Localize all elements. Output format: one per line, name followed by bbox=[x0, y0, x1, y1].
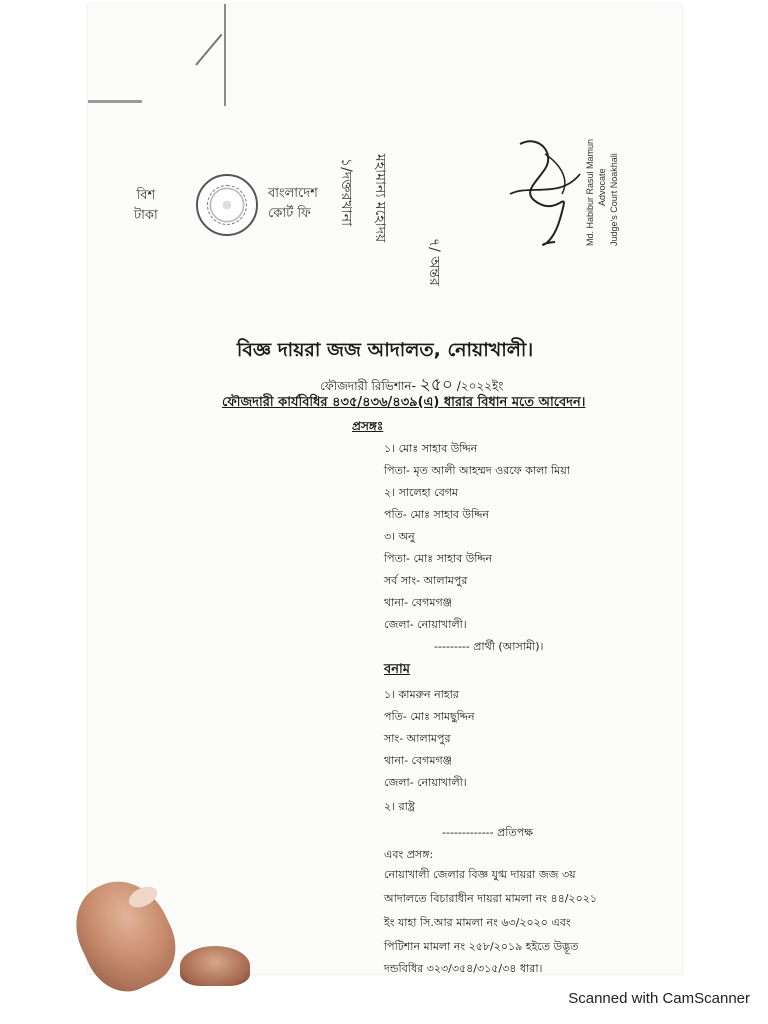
court-fee-seal-icon bbox=[196, 174, 258, 236]
context-heading: প্রসঙ্গঃ bbox=[352, 419, 384, 433]
paper-fold-edge bbox=[88, 100, 142, 103]
paper-fold-corner bbox=[195, 34, 222, 66]
advocate-signature-icon bbox=[500, 124, 590, 254]
reference-line: আদালতে বিচারাধীন দায়রা মামলা নং ৪৪/২০২১ bbox=[384, 892, 598, 905]
advocate-stamp bbox=[584, 139, 620, 246]
petitioner-line: পতি- মোঃ সাহাব উদ্দিন bbox=[384, 508, 489, 521]
case-label: ফৌজদারী রিভিশান- bbox=[320, 379, 416, 393]
case-year: /২০২২ইং bbox=[456, 379, 504, 393]
petitioner-line: পিতা- মোঃ সাহাব উদ্দিন bbox=[384, 552, 493, 565]
stamp-country-line2: কোর্ট ফি bbox=[268, 206, 311, 221]
petitioner-line: পিতা- মৃত আলী আহম্মদ ওরফে কালা মিয়া bbox=[384, 464, 570, 477]
reference-line: পিটিশান মামলা নং ২৫৮/২০১৯ হইতে উদ্ভূত bbox=[384, 940, 579, 953]
application-subtitle: ফৌজদারী কার্যবিধির ৪৩৫/৪৩৬/৪৩৯(এ) ধারার বিধান মতে আবেদন। bbox=[222, 395, 586, 410]
reference-line: দন্ডবিধির ৩২৩/৩৫৪/৩১৫/৩৪ ধারা। bbox=[384, 962, 543, 975]
respondent-line: জেলা- নোয়াখালী। bbox=[384, 776, 467, 789]
stamp-amount-line1: বিশ bbox=[136, 188, 156, 203]
handwritten-note-3: ৭/ অন্তর bbox=[426, 238, 442, 286]
case-number: ২৫০ bbox=[419, 375, 453, 395]
versus-heading: বনাম bbox=[384, 662, 410, 677]
reference-line: ইং যাহা সি.আর মামলা নং ৬৩/২০২০ এবং bbox=[384, 916, 571, 929]
handwritten-note-1: ১/দক্তরখানা bbox=[338, 158, 354, 227]
respondent-line: ২। রাষ্ট্র bbox=[384, 800, 415, 813]
stamp-country bbox=[268, 184, 318, 224]
respondent-role: ------------- প্রতিপক্ষ bbox=[442, 826, 534, 839]
petitioner-line: সর্ব সাং- আলামপুর bbox=[384, 574, 468, 587]
respondent-line: ১। কামরুন নাহার bbox=[384, 688, 459, 701]
paper-fold-line bbox=[224, 4, 226, 106]
petitioner-line: জেলা- নোয়াখালী। bbox=[384, 618, 467, 631]
respondent-line: সাং- আলামপুর bbox=[384, 732, 451, 745]
petitioner-role: --------- প্রার্থী (আসামী)। bbox=[434, 640, 544, 653]
petitioner-line: ২। সালেহা বেগম bbox=[384, 486, 459, 499]
advocate-name: Md. Habibur Rasul Mamun bbox=[585, 138, 595, 246]
respondent-line: থানা- বেগমগঞ্জ bbox=[384, 754, 453, 767]
document-title: বিজ্ঞ দায়রা জজ আদালত, নোয়াখালী। bbox=[236, 339, 534, 361]
stamp-amount-line2: টাকা bbox=[134, 208, 158, 223]
stamp-amount bbox=[134, 186, 158, 226]
petitioner-line: ৩। অনু bbox=[384, 530, 415, 543]
petitioner-line: ১। মোঃ সাহাব উদ্দিন bbox=[384, 442, 478, 455]
scanner-watermark: Scanned with CamScanner bbox=[568, 990, 750, 1007]
advocate-role: Advocate bbox=[597, 168, 607, 206]
reference-line: নোয়াখালী জেলার বিজ্ঞ যুগ্ম দায়রা জজ ৩য় bbox=[384, 868, 576, 881]
and-context-heading: এবং প্রসঙ্গ: bbox=[384, 848, 434, 861]
advocate-court: Judge's Court Noakhali bbox=[609, 153, 619, 246]
petitioner-line: থানা- বেগমগঞ্জ bbox=[384, 596, 453, 609]
finger-photo bbox=[180, 946, 250, 986]
respondent-line: পতি- মোঃ সামছুদ্দিন bbox=[384, 710, 475, 723]
stamp-country-line1: বাংলাদেশ bbox=[268, 186, 318, 201]
handwritten-note-2: মহামান্য মহোদয় bbox=[372, 154, 388, 243]
